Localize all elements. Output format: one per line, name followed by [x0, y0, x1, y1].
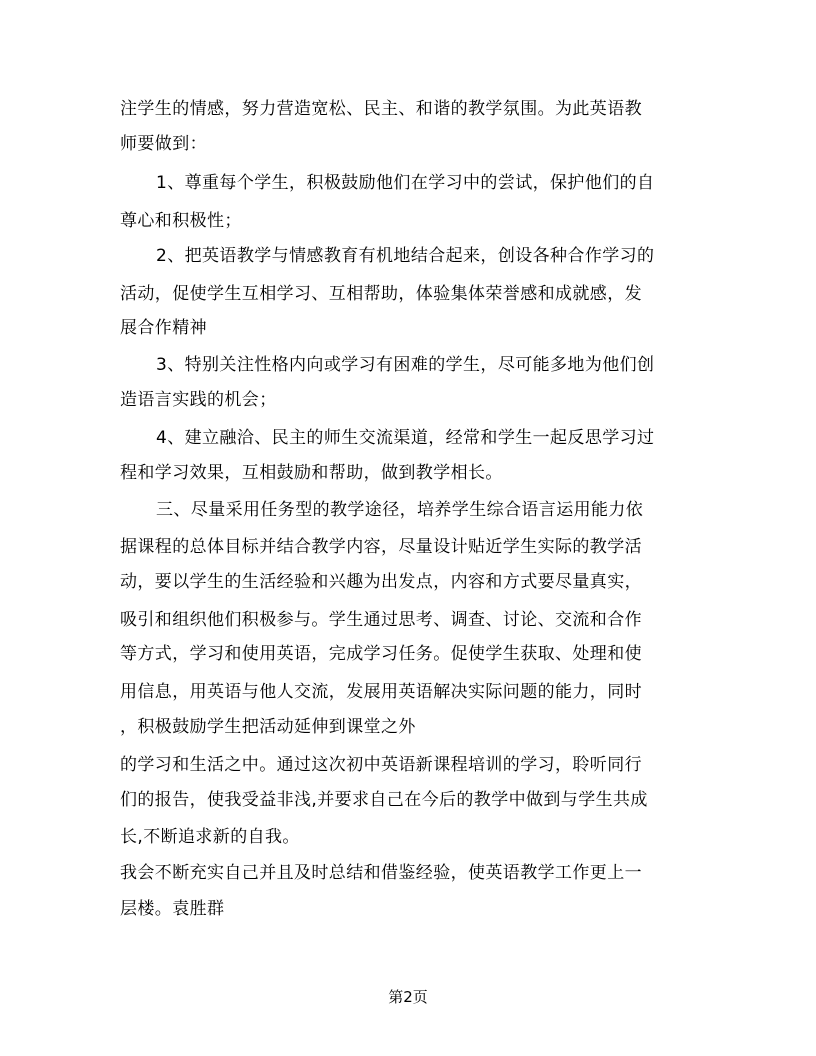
paragraph-line: 尊心和积极性； — [120, 211, 242, 231]
paragraph-line: 吸引和组织他们积极参与。学生通过思考、调查、讨论、交流和合作 — [120, 610, 642, 630]
page-number: 第2页 — [388, 988, 428, 1006]
paragraph-line: 师要做到： — [120, 134, 207, 154]
paragraph-line: 们的报告，使我受益非浅,并要求自己在今后的教学中做到与学生共成 — [120, 790, 648, 810]
paragraph-line: 1、尊重每个学生，积极鼓励他们在学习中的尝试，保护他们的自 — [156, 173, 655, 193]
paragraph-line: 4、建立融洽、民主的师生交流渠道，经常和学生一起反思学习过 — [156, 428, 655, 448]
paragraph-line: 动，要以学生的生活经验和兴趣为出发点，内容和方式要尽量真实， — [120, 572, 642, 592]
paragraph-line: 的学习和生活之中。通过这次初中英语新课程培训的学习，聆听同行 — [120, 755, 642, 775]
paragraph-line: 我会不断充实自己并且及时总结和借鉴经验，使英语教学工作更上一 — [120, 863, 642, 883]
paragraph-line: 等方式，学习和使用英语，完成学习任务。促使学生获取、处理和使 — [120, 644, 642, 664]
paragraph-line: ，积极鼓励学生把活动延伸到课堂之外 — [120, 717, 416, 737]
paragraph-line: 三、尽量采用任务型的教学途径，培养学生综合语言运用能力依 — [156, 500, 644, 520]
paragraph-line: 注学生的情感，努力营造宽松、民主、和谐的教学氛围。为此英语教 — [120, 99, 642, 119]
paragraph-line: 层楼。袁胜群 — [120, 899, 225, 919]
paragraph-line: 活动，促使学生互相学习、互相帮助，体验集体荣誉感和成就感，发 — [120, 284, 642, 304]
paragraph-line: 长,不断追求新的自我。 — [120, 827, 300, 847]
paragraph-line: 程和学习效果，互相鼓励和帮助，做到教学相长。 — [120, 463, 503, 483]
paragraph-line: 据课程的总体目标并结合教学内容，尽量设计贴近学生实际的教学活 — [120, 537, 642, 557]
paragraph-line: 3、特别关注性格内向或学习有困难的学生，尽可能多地为他们创 — [156, 355, 655, 375]
paragraph-line: 造语言实践的机会； — [120, 390, 277, 410]
paragraph-line: 用信息，用英语与他人交流，发展用英语解决实际问题的能力，同时 — [120, 682, 642, 702]
paragraph-line: 2、把英语教学与情感教育有机地结合起来，创设各种合作学习的 — [156, 246, 655, 266]
paragraph-line: 展合作精神 — [120, 318, 207, 338]
